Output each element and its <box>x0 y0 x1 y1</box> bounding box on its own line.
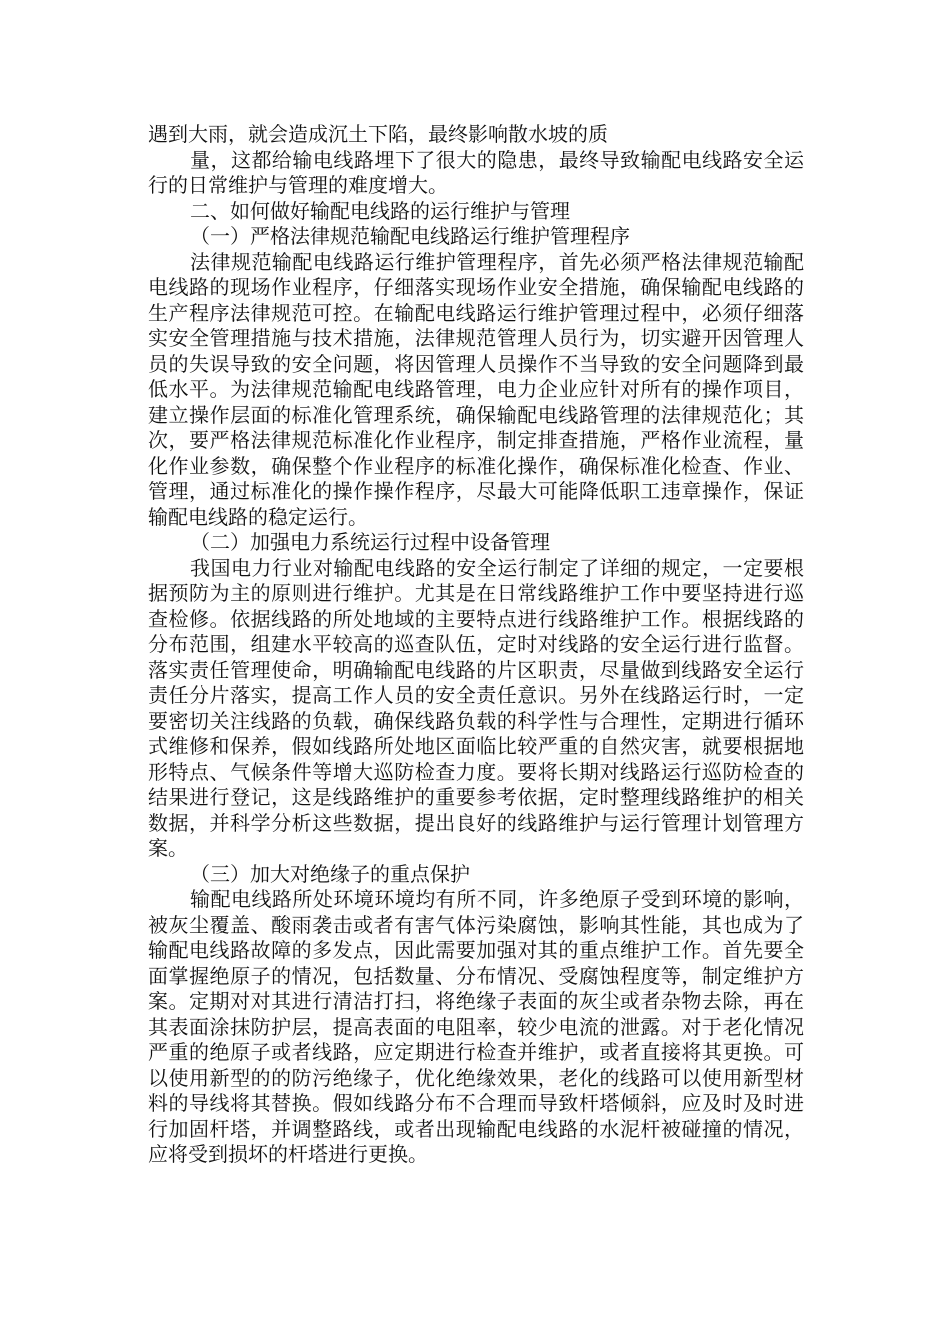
subsection-heading-1: （一）严格法律规范输配电线路运行维护管理程序 <box>190 224 630 248</box>
intro-paragraph: 量，这都给输电线路埋下了很大的隐患，最终导致输配电线路安全运行的日常维护与管理的难度增大。 <box>148 147 804 197</box>
intro-line: 遇到大雨，就会造成沉土下陷，最终影响散水坡的质 <box>148 122 608 146</box>
section-heading: 二、如何做好输配电线路的运行维护与管理 <box>190 198 570 223</box>
subsection-heading-3: （三）加大对绝缘子的重点保护 <box>190 861 470 886</box>
paragraph-3: 输配电线路所处环境环境均有所不同，许多绝原子受到环境的影响，被灰尘覆盖、酸雨袭击或者有害气体污染腐蚀，影响其性能，其也成为了输配电线路故障的多发点，因此需要加强对其的重点维护工作。首先要全面掌握绝原子的情况，包括数量、分布情况、受腐蚀程度等，制定维护方案。定期对对其进行清洁打扫，将绝缘子表面的灰尘或者杂物去除，再在其表面涂抹防护层，提高表面的电阻率，较少电流的泄露。对于老化情况严重的绝原子或者线路，应定期进行检查并维护，或者直接将其更换。可以使用新型的的防污绝缘子，优化绝缘效果，老化的线路可以使用新型材料的导线将其替换。假如线路分布不合理而导致杆塔倾斜，应及时及时进行加固杆塔，并调整路线，或者出现输配电线路的水泥杆被碰撞的情况，应将受到损坏的杆塔进行更换。 <box>148 887 804 1166</box>
subsection-heading-2: （二）加强电力系统运行过程中设备管理 <box>190 530 550 554</box>
document-page <box>148 122 804 1168</box>
paragraph-1: 法律规范输配电线路运行维护管理程序，首先必须严格法律规范输配电线路的现场作业程序，仔细落实现场作业安全措施，确保输配电线路的生产程序法律规范可控。在输配电线路运行维护管理过程中，必须仔细落实安全管理措施与技术措施，法律规范管理人员行为，切实避开因管理人员的失误导致的安全问题，将因管理人员操作不当导致的安全问题降到最低水平。为法律规范输配电线路管理，电力企业应针对所有的操作项目，建立操作层面的标准化管理系统，确保输配电线路管理的法律规范化；其次，要严格法律规范标准化作业程序，制定排查措施，严格作业流程，量化作业参数，确保整个作业程序的标准化操作，确保标准化检查、作业、管理，通过标准化的操作操作程序，尽最大可能降低职工违章操作，保证输配电线路的稳定运行。 <box>148 249 804 529</box>
paragraph-2: 我国电力行业对输配电线路的安全运行制定了详细的规定，一定要根据预防为主的原则进行维护。尤其是在日常线路维护工作中要坚持进行巡查检修。依据线路的所处地域的主要特点进行线路维护工作。根据线路的分布范围，组建水平较高的巡查队伍，定时对线路的安全运行进行监督。落实责任管理使命，明确输配电线路的片区职责，尽量做到线路安全运行责任分片落实，提高工作人员的安全责任意识。另外在线路运行时，一定要密切关注线路的负载，确保线路负载的科学性与合理性，定期进行循环式维修和保养，假如线路所处地区面临比较严重的自然灾害，就要根据地形特点、气候条件等增大巡防检查力度。要将长期对线路运行巡防检查的结果进行登记，这是线路维护的重要参考依据，定时整理线路维护的相关数据，并科学分析这些数据，提出良好的线路维护与运行管理计划管理方案。 <box>148 555 804 860</box>
